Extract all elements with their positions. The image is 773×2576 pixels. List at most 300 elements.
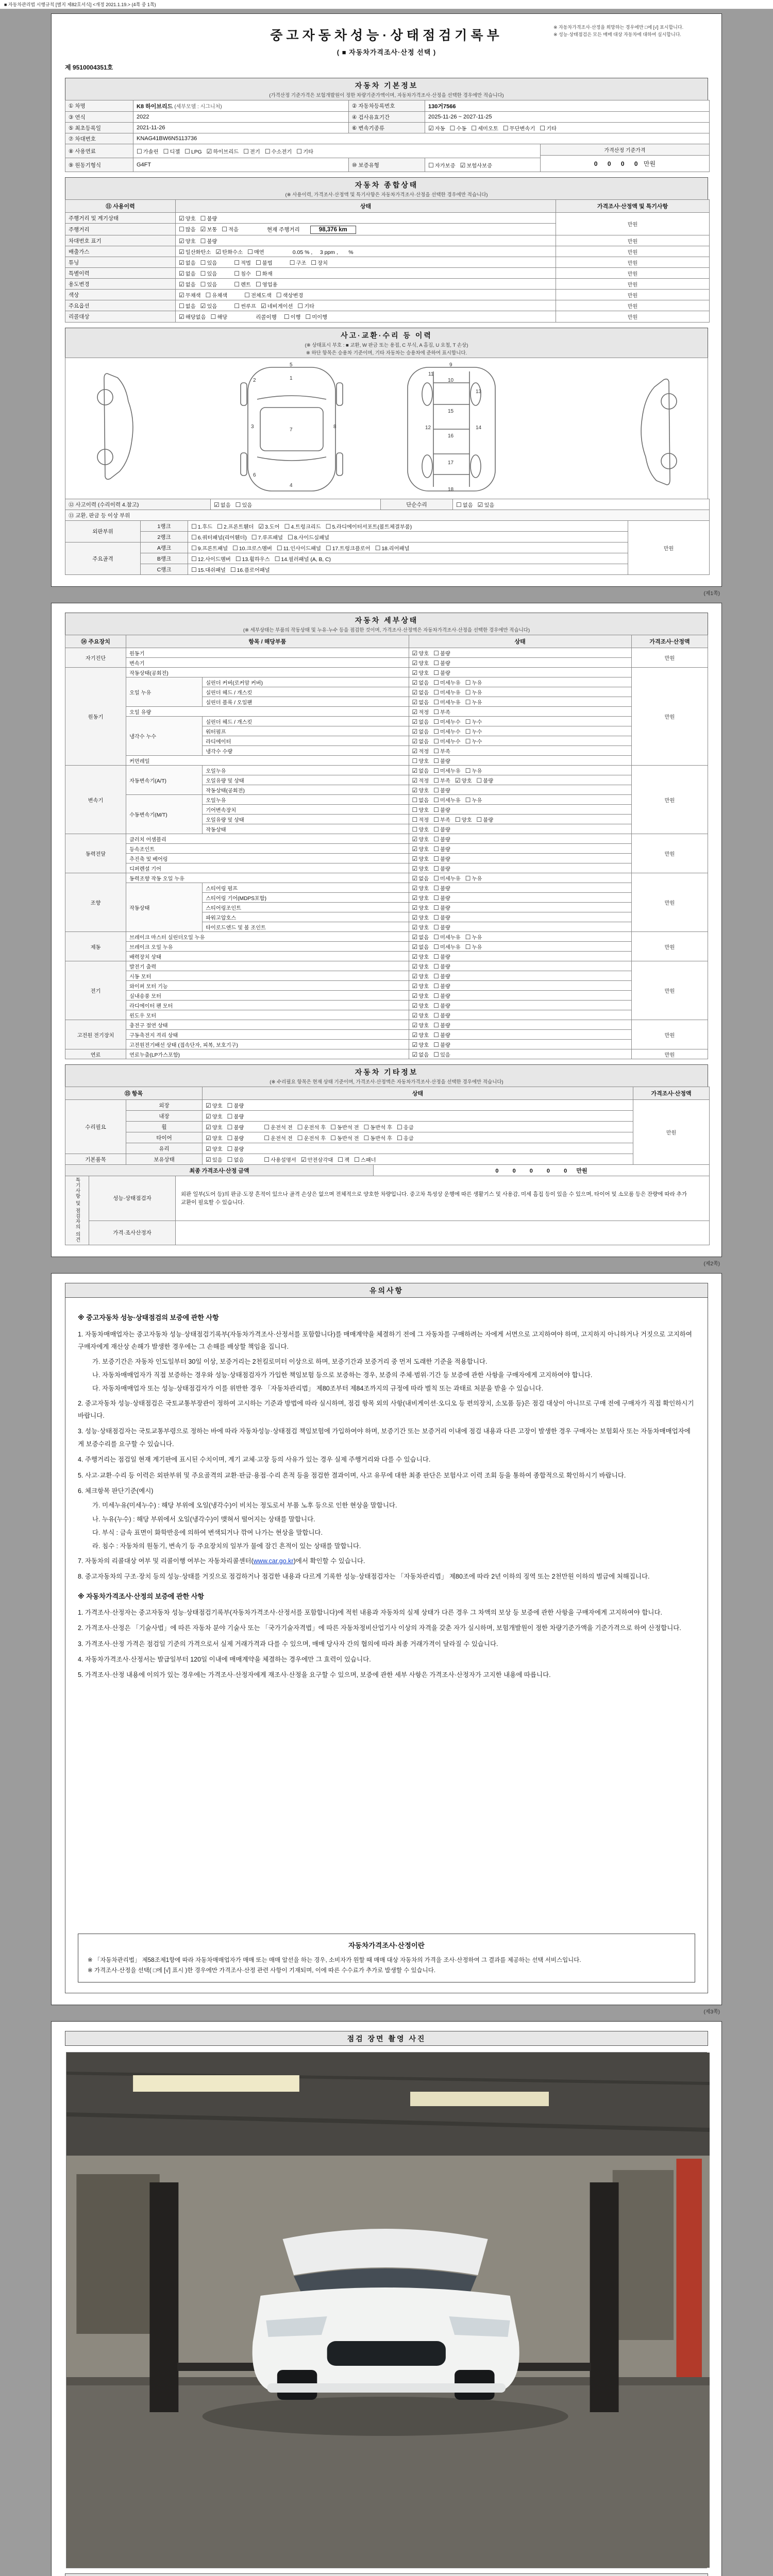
checkbox-unchecked: ☐ 불량 xyxy=(433,972,450,980)
checkbox-unchecked: ☐ 6.쿼터패널(리어휀더) xyxy=(191,533,247,541)
section-accident-title xyxy=(65,328,708,358)
checkbox-icon: ☐ xyxy=(433,953,439,960)
checkbox-icon: ☑ xyxy=(412,1050,418,1058)
checkbox-icon: ☐ xyxy=(276,291,282,299)
checkbox-unchecked: ☐ 부족 xyxy=(433,708,450,716)
checkbox-unchecked: ☐ 미세누유 xyxy=(433,688,461,696)
checkbox-icon: ☐ xyxy=(191,566,197,573)
checkbox-unchecked: ☐ 누유 xyxy=(465,943,482,951)
checkbox-unchecked: ☐ 기타 xyxy=(296,147,314,155)
checkbox-checked: ☑ 자동 xyxy=(428,124,445,132)
cell: ④ 검사유효기간 xyxy=(349,112,425,123)
detail-row-state xyxy=(409,1040,631,1049)
checkbox-icon: ☐ xyxy=(476,776,482,784)
checkbox-checked: ☑ 보험사보증 xyxy=(460,161,493,169)
notice-section xyxy=(65,1298,708,1993)
checkbox-icon: ☐ xyxy=(264,1156,270,1163)
detail-row-state xyxy=(409,932,631,942)
section-overall-title xyxy=(65,177,708,200)
checkbox-checked: ☑ 있음 xyxy=(200,302,217,310)
detail-row-state xyxy=(409,1030,631,1040)
checkbox-unchecked: ☐ 불량 xyxy=(227,1123,244,1131)
checkbox-icon: ☐ xyxy=(433,943,439,951)
cell: 고전원 전기장치 xyxy=(65,1020,126,1049)
notice-subitem: 라. 침수 : 자동차의 원동기, 변속기 등 주요장치의 일부가 물에 잠긴 흔적이 있는 상태를 말합니다. xyxy=(92,1543,361,1550)
selection-note-line1: ※ 자동차가격조사·산정을 희망하는 경우에만 □에 [√] 표시합니다. xyxy=(553,25,684,30)
cell: 만원 xyxy=(631,1020,708,1049)
checkbox-icon: ☐ xyxy=(455,816,461,823)
checkbox-checked: ☑ 없음 xyxy=(412,727,429,735)
header-cell: 상태 xyxy=(409,635,631,648)
checkbox-icon: ☐ xyxy=(465,698,471,706)
cell: 라디에이터 xyxy=(203,736,409,746)
cell: 타이로드엔드 및 볼 조인트 xyxy=(203,922,409,932)
document-title: 중고자동차성능·상태점검기록부 xyxy=(270,28,503,43)
cell: 오일누유 xyxy=(203,795,409,805)
checkbox-icon: ☑ xyxy=(412,884,418,892)
checkbox-unchecked: ☐ 16.플로어패널 xyxy=(230,566,270,573)
checkbox-icon: ☐ xyxy=(179,302,184,310)
usage-row-label: 차대번호 표기 xyxy=(65,235,176,246)
checkbox-icon: ☑ xyxy=(412,933,418,941)
checkbox-checked: ☑ 양호 xyxy=(412,962,429,970)
detail-row-state xyxy=(409,717,631,726)
notice-paragraph: 4. 주행거리는 점검일 현재 계기판에 표시된 수치이며, 계기 교체·고장 등의 사유가 있는 경우 실제 주행거리와 다를 수 있습니다. xyxy=(78,1456,431,1464)
checkbox-icon: ☐ xyxy=(227,1112,233,1120)
cell: 만원 xyxy=(556,235,710,246)
usage-row-state: ☑ 해당없음 ☐ 해당 리콜이행 ☐ 이행 ☐ 미이행 xyxy=(176,311,556,323)
checkbox-unchecked: ☐ 매연 xyxy=(247,248,264,256)
checkbox-unchecked: ☐ 자가보증 xyxy=(428,161,456,169)
vin: KNAG41BW6N5113736 xyxy=(133,133,710,144)
header-cell: ⑪ 사용이력 xyxy=(65,200,176,213)
section-basic-title xyxy=(65,78,708,100)
detail-row-state xyxy=(409,912,631,922)
cell xyxy=(188,553,628,564)
cell: 디퍼렌셜 기어 xyxy=(126,863,409,873)
checkbox-icon: ☑ xyxy=(179,259,184,266)
vehicle-diagram xyxy=(65,358,708,499)
checkbox-unchecked: ☐ 불량 xyxy=(433,1021,450,1029)
etc-info-section xyxy=(65,1087,708,1165)
checkbox-checked: ☑ 있음 xyxy=(206,1156,223,1163)
checkbox-icon: ☐ xyxy=(433,992,439,999)
checkbox-checked: ☑ 없음 xyxy=(412,718,429,725)
checkbox-icon: ☐ xyxy=(433,659,439,667)
checkbox-icon: ☐ xyxy=(433,855,439,862)
checkbox-unchecked: ☐ 미이행 xyxy=(305,313,328,320)
checkbox-icon: ☐ xyxy=(433,747,439,755)
svg-text:15: 15 xyxy=(448,409,454,414)
checkbox-icon: ☐ xyxy=(297,1134,303,1142)
section-photo-title xyxy=(65,2031,708,2046)
checkbox-unchecked: ☐ 전체도색 xyxy=(244,291,272,299)
checkbox-icon: ☐ xyxy=(235,501,241,509)
checkbox-checked: ☑ 양호 xyxy=(206,1145,223,1153)
cell: 와이퍼 모터 기능 xyxy=(126,981,409,991)
checkbox-checked: ☑ 적정 xyxy=(412,708,429,716)
checkbox-checked: ☑ 보통 xyxy=(200,225,217,233)
checkbox-icon: ☐ xyxy=(433,708,439,716)
cell: 만원 xyxy=(556,279,710,290)
checkbox-checked: ☑ 양호 xyxy=(412,669,429,676)
checkbox-checked: ☑ 없음 xyxy=(412,679,429,686)
checkbox-icon: ☐ xyxy=(179,225,184,233)
checkbox-unchecked: ☐ 없음 xyxy=(412,796,429,804)
page-mark-3: (제3쪽) xyxy=(703,2009,720,2015)
checkbox-checked: ☑ 없음 xyxy=(412,767,429,774)
checkbox-icon: ☑ xyxy=(412,962,418,970)
cell: 만원 xyxy=(631,766,708,834)
checkbox-icon: ☑ xyxy=(412,659,418,667)
notice-subitem: 다. 부식 : 금속 표면이 화학반응에 의하여 변색되거나 깎여 나가는 현상을 말합니다. xyxy=(92,1529,323,1537)
checkbox-checked: ☑ 양호 xyxy=(412,953,429,960)
cell: 만원 xyxy=(556,257,710,268)
detail-title-note: (※ 세부상태는 부품의 작동상태 및 누유·누수 등을 점검한 것이며, 가격조사·산정액은 자동차가격조사·산정을 선택한 경우에만 적습니다) xyxy=(243,628,530,633)
cell: 실린더 커버(로커암 커버) xyxy=(203,677,409,687)
checkbox-icon: ☐ xyxy=(191,544,197,552)
notice-paragraph: 1. 가격조사·산정자는 중고자동차 성능·상태점검기록부(자동차가격조사·산정서를 포함합니다)에 적힌 내용과 자동차의 실제 상태가 다른 경우 그 차액의 보상 등 보증에 관한 사항을 구매자에게 고지하여야 합니다. xyxy=(78,1608,663,1616)
notice-paragraph: 6. 체크항목 판단기준(예시) xyxy=(78,1487,154,1495)
checkbox-icon: ☐ xyxy=(433,982,439,990)
notice-subitem: 가. 미세누유(미세누수) : 해당 부위에 오일(냉각수)이 비치는 정도로서 부품 노후 등으로 인한 현상을 말합니다. xyxy=(92,1502,397,1510)
checkbox-icon: ☐ xyxy=(433,806,439,814)
checkbox-icon: ☑ xyxy=(412,855,418,862)
svg-text:6: 6 xyxy=(253,472,256,478)
selection-note xyxy=(553,24,708,39)
checkbox-icon: ☐ xyxy=(465,796,471,804)
usage-row-label: 리콜대상 xyxy=(65,311,176,323)
checkbox-checked: ☑ 양호 xyxy=(412,845,429,853)
checkbox-icon: ☐ xyxy=(540,124,546,132)
checkbox-icon: ☑ xyxy=(412,894,418,902)
checkbox-icon: ☑ xyxy=(412,1002,418,1009)
checkbox-icon: ☐ xyxy=(433,894,439,902)
checkbox-icon: ☐ xyxy=(465,679,471,686)
checkbox-icon: ☐ xyxy=(234,280,240,288)
usage-row-state: ☐ 많음 ☑ 보통 ☐ 적음 현재 주행거리 98,376 km xyxy=(176,224,556,235)
overall-title-note: (※ 사용이력, 가격조사·산정액 및 특기사항은 자동차가격조사·산정을 선택한 경우에만 적습니다) xyxy=(285,192,488,198)
checkbox-icon: ☐ xyxy=(234,259,240,266)
checkbox-icon: ☐ xyxy=(502,124,509,132)
checkbox-checked: ☑ 양호 xyxy=(412,992,429,999)
checkbox-unchecked: ☐ 누유 xyxy=(465,796,482,804)
checkbox-icon: ☐ xyxy=(465,718,471,725)
checkbox-icon: ☐ xyxy=(264,1123,270,1131)
section-notice-title xyxy=(65,1283,708,1298)
detail-row-state xyxy=(409,815,631,824)
detail-row-state xyxy=(409,736,631,746)
cell: 오일누유 xyxy=(203,766,409,775)
svg-text:12: 12 xyxy=(425,425,431,431)
checkbox-unchecked: ☐ 썬루프 xyxy=(234,302,256,310)
checkbox-icon: ☐ xyxy=(251,533,257,541)
checkbox-icon: ☑ xyxy=(412,835,418,843)
checkbox-unchecked: ☐ 불량 xyxy=(433,855,450,862)
header-cell: 상태 xyxy=(176,200,556,213)
checkbox-unchecked: ☐ 디젤 xyxy=(163,147,180,155)
checkbox-icon: ☐ xyxy=(433,1011,439,1019)
checkbox-unchecked: ☐ 불량 xyxy=(433,786,450,794)
checkbox-checked: ☑ 양호 xyxy=(412,1011,429,1019)
svg-text:5: 5 xyxy=(290,362,293,368)
checkbox-unchecked: ☐ 14.필러패널 (A, B, C) xyxy=(274,555,331,563)
checkbox-icon: ☐ xyxy=(433,796,439,804)
infobox-line: ※ 「자동차관리법」 제58조제1항에 따라 자동차매매업자가 매매 또는 매매 알선을 하는 경우, 소비자가 원할 때 매매 대상 자동차의 가격을 조사·산정하여 그 결과를 제공하는 선택 서비스입니다. xyxy=(88,1957,581,1964)
notice-title-text: 유의사항 xyxy=(369,1286,404,1295)
cell xyxy=(425,158,541,172)
svg-text:11: 11 xyxy=(428,371,434,377)
checkbox-icon: ☑ xyxy=(428,124,434,132)
cell: 파워고압호스 xyxy=(203,912,409,922)
cell: ⑦ 차대번호 xyxy=(65,133,133,144)
cell: 만원 xyxy=(631,873,708,932)
header-cell: 가격조사·산정액 및 특기사항 xyxy=(556,200,710,213)
checkbox-checked: ☑ 없음 xyxy=(412,698,429,706)
cell: B랭크 xyxy=(141,553,188,564)
detail-state-section xyxy=(65,635,708,1059)
svg-text:18: 18 xyxy=(448,487,454,493)
cell xyxy=(203,1122,633,1132)
svg-text:2: 2 xyxy=(253,378,256,383)
checkbox-unchecked: ☐ 불법 xyxy=(256,259,273,266)
checkbox-icon: ☐ xyxy=(375,544,381,552)
checkbox-unchecked: ☐ 있음 xyxy=(200,280,217,288)
checkbox-icon: ☐ xyxy=(433,786,439,794)
cell: ⑥ 변속기종류 xyxy=(349,123,425,133)
checkbox-unchecked: ☐ 수동 xyxy=(449,124,467,132)
header-cell: 항목 / 해당부품 xyxy=(126,635,409,648)
cell: 원동기 xyxy=(65,668,126,766)
checkbox-icon: ☐ xyxy=(243,147,249,155)
cell: 연료 xyxy=(65,1049,126,1059)
header-cell: 가격조사·산정액 xyxy=(633,1087,710,1100)
cell: 만원 xyxy=(631,961,708,1020)
checkbox-icon: ☐ xyxy=(305,313,311,320)
accident-title-text: 사고·교환·수리 등 이력 xyxy=(341,331,432,340)
checkbox-unchecked: ☐ 불량 xyxy=(200,214,217,222)
detail-row-state xyxy=(409,1001,631,1010)
cell: 윈도우 모터 xyxy=(126,1010,409,1020)
checkbox-checked: ☑ 없음 xyxy=(179,269,196,277)
checkbox-checked: ☑ 없음 xyxy=(412,874,429,882)
checkbox-checked: ☑ 양호 xyxy=(412,1041,429,1048)
checkbox-icon: ☐ xyxy=(433,727,439,735)
checkbox-checked: ☑ 탄화수소 xyxy=(215,248,243,256)
cell: 스티어링 기어(MDPS포함) xyxy=(203,893,409,903)
checkbox-icon: ☑ xyxy=(412,845,418,853)
detail-row-state xyxy=(409,775,631,785)
detail-title-text: 자동차 세부상태 xyxy=(355,616,418,624)
checkbox-icon: ☐ xyxy=(227,1101,233,1109)
cell: ③ 연식 xyxy=(65,112,133,123)
checkbox-icon: ☐ xyxy=(284,522,290,530)
checkbox-icon: ☐ xyxy=(210,313,216,320)
accident-history-section xyxy=(65,499,708,575)
checkbox-icon: ☐ xyxy=(222,225,228,233)
cell: 커먼레일 xyxy=(126,756,409,766)
checkbox-icon: ☑ xyxy=(206,147,212,155)
checkbox-icon: ☐ xyxy=(330,1134,336,1142)
checkbox-unchecked: ☐ 없음 xyxy=(456,501,473,509)
cell xyxy=(188,564,628,575)
checkbox-icon: ☐ xyxy=(289,259,295,266)
usage-row-label: 주행거리 및 계기상태 xyxy=(65,213,176,224)
checkbox-unchecked: ☐ 17.트렁크플로어 xyxy=(325,544,371,552)
checkbox-unchecked: ☐ 렌트 xyxy=(234,280,251,288)
checkbox-checked: ☑ 양호 xyxy=(412,884,429,892)
registration-number: 130거7566 xyxy=(425,100,710,112)
checkbox-icon: ☑ xyxy=(412,649,418,657)
usage-row-label: 배출가스 xyxy=(65,246,176,257)
checkbox-icon: ☑ xyxy=(412,688,418,696)
detail-row-state xyxy=(409,756,631,766)
checkbox-icon: ☐ xyxy=(433,904,439,911)
page-1 xyxy=(51,13,722,587)
checkbox-unchecked: ☐ 운전석 후 xyxy=(297,1134,326,1142)
checkbox-unchecked: ☐ 양호 xyxy=(412,757,429,765)
checkbox-unchecked: ☐ 불량 xyxy=(433,913,450,921)
appraiser-comment xyxy=(176,1221,710,1245)
checkbox-icon: ☐ xyxy=(227,1123,233,1131)
cell: 고전원전기배선 상태 (접속단자, 피복, 보호기구) xyxy=(126,1040,409,1049)
checkbox-icon: ☐ xyxy=(200,280,206,288)
cell xyxy=(203,1154,633,1165)
checkbox-icon: ☑ xyxy=(412,786,418,794)
accident-title-note2: ※ 하단 항목은 승용차 기준이며, 기타 자동차는 승용차에 준하여 표시합니다. xyxy=(306,350,467,356)
checkbox-icon: ☑ xyxy=(206,1123,211,1131)
svg-text:10: 10 xyxy=(448,378,454,383)
cell: A랭크 xyxy=(141,543,188,553)
checkbox-unchecked: ☐ 전기 xyxy=(243,147,260,155)
checkbox-unchecked: ☐ 불량 xyxy=(433,806,450,814)
first-registration-date: 2021-11-26 xyxy=(133,123,349,133)
checkbox-icon: ☐ xyxy=(433,767,439,774)
checkbox-icon: ☐ xyxy=(264,147,271,155)
cell: 만원 xyxy=(633,1100,710,1165)
checkbox-checked: ☑ 양호 xyxy=(412,865,429,872)
cell: 보유상태 xyxy=(126,1154,203,1165)
cell: 실내송풍 모터 xyxy=(126,991,409,1001)
detail-row-state xyxy=(409,903,631,912)
cell: 충전구 절연 상태 xyxy=(126,1020,409,1030)
checkbox-unchecked: ☐ 불량 xyxy=(433,669,450,676)
checkbox-icon: ☐ xyxy=(433,649,439,657)
checkbox-unchecked: ☐ 13.휠하우스 xyxy=(235,555,270,563)
header-cell: ⑮ 항목 xyxy=(65,1087,203,1100)
detail-row-state xyxy=(409,746,631,756)
cell: 추진축 및 베어링 xyxy=(126,854,409,863)
checkbox-icon: ☑ xyxy=(412,679,418,686)
price-appraisal-infobox xyxy=(78,1934,695,1982)
checkbox-icon: ☐ xyxy=(412,825,418,833)
cell xyxy=(203,1100,633,1111)
checkbox-unchecked: ☐ 누유 xyxy=(465,767,482,774)
usage-row-state xyxy=(176,279,556,290)
page-mark-2: (제2쪽) xyxy=(703,1261,720,1267)
checkbox-unchecked: ☐ 5.라디에이터서포트(볼트체결부품) xyxy=(325,522,412,530)
checkbox-icon: ☑ xyxy=(412,982,418,990)
opinion-side-label: 특기사항 및 점검자의 의견 xyxy=(74,1177,80,1243)
checkbox-icon: ☐ xyxy=(311,259,317,266)
checkbox-unchecked: ☐ 미세누유 xyxy=(433,767,461,774)
cell: 수동변속기(M/T) xyxy=(126,795,203,834)
basic-title-note: (가격산정 기준가격은 보험개발원이 정한 차량기준가액이며, 자동차가격조사·산정을 선택한 경우에만 적습니다) xyxy=(269,93,504,98)
car-name: K8 하이브리드 xyxy=(137,103,173,110)
checkbox-unchecked: ☐ 불량 xyxy=(433,659,450,667)
checkbox-unchecked: ☐ 잭 xyxy=(338,1156,350,1163)
checkbox-unchecked: ☐ 불량 xyxy=(433,923,450,931)
checkbox-unchecked: ☐ 없음 xyxy=(227,1156,244,1163)
section-sign-title xyxy=(65,2573,708,2576)
cell: 만원 xyxy=(631,932,708,961)
cell: 연료누출(LP가스포함) xyxy=(126,1049,409,1059)
recall-center-link[interactable]: www.car.go.kr xyxy=(253,1557,294,1565)
checkbox-checked: ☑ 양호 xyxy=(455,776,472,784)
final-price-section xyxy=(65,1164,708,1176)
checkbox-unchecked: ☐ 불량 xyxy=(433,825,450,833)
detail-row-state xyxy=(409,834,631,844)
checkbox-icon: ☐ xyxy=(433,688,439,696)
svg-text:13: 13 xyxy=(476,389,482,395)
checkbox-icon: ☑ xyxy=(412,992,418,999)
checkbox-unchecked: ☐ 누유 xyxy=(465,688,482,696)
checkbox-icon: ☑ xyxy=(206,1112,211,1120)
svg-text:8: 8 xyxy=(333,424,337,430)
checkbox-checked: ☑ 하이브리드 xyxy=(206,147,239,155)
cell: 조향 xyxy=(65,873,126,932)
checkbox-icon: ☐ xyxy=(234,302,240,310)
usage-row-label: 주요옵션 xyxy=(65,300,176,311)
cell: 외장 xyxy=(126,1100,203,1111)
checkbox-icon: ☑ xyxy=(179,280,184,288)
checkbox-icon: ☐ xyxy=(433,933,439,941)
cell: 휠 xyxy=(126,1122,203,1132)
checkbox-icon: ☐ xyxy=(163,147,169,155)
checkbox-unchecked: ☐ 사용설명서 xyxy=(264,1156,296,1163)
checkbox-icon: ☐ xyxy=(200,259,206,266)
checkbox-unchecked: ☐ 동반석 전 xyxy=(330,1134,359,1142)
checkbox-unchecked: ☐ 불량 xyxy=(433,1041,450,1048)
checkbox-icon: ☑ xyxy=(214,501,220,509)
checkbox-icon: ☑ xyxy=(412,747,418,755)
checkbox-icon: ☐ xyxy=(297,1123,303,1131)
cell: 타이어 xyxy=(126,1132,203,1143)
cell: K8 하이브리드 (세부모델 : 시그니처) xyxy=(133,100,349,112)
checkbox-unchecked: ☐ 색상변경 xyxy=(276,291,304,299)
checkbox-checked: ☑ 양호 xyxy=(206,1112,223,1120)
checkbox-unchecked: ☐ 있음 xyxy=(235,501,253,509)
cell: ⑤ 최초등록일 xyxy=(65,123,133,133)
checkbox-icon: ☑ xyxy=(412,923,418,931)
checkbox-unchecked: ☐ 미세누수 xyxy=(433,737,461,745)
cell: 만원 xyxy=(631,648,708,668)
checkbox-checked: ☑ 양호 xyxy=(412,1002,429,1009)
cell: 만원 xyxy=(556,268,710,279)
cell: 실린더 헤드 / 개스킷 xyxy=(203,717,409,726)
final-price-table xyxy=(65,1164,710,1176)
inspection-photo xyxy=(66,2052,707,2568)
checkbox-unchecked: ☐ 미세누유 xyxy=(433,796,461,804)
checkbox-icon: ☐ xyxy=(465,933,471,941)
notice-paragraph: 2. 중고자동차 성능·상태점검은 국토교통부장관이 정하여 고시하는 기준과 방법에 따라 실시하며, 점검 항목 외의 사항(내비게이션·오디오 등 편의장치, 소모품 등)은 점검 대상이 아니므로 구매 전에 구매자가 직접 확인하시기 바랍니다. xyxy=(78,1399,694,1420)
etc-info-table xyxy=(65,1087,710,1165)
checkbox-unchecked: ☐ 기타 xyxy=(297,302,315,310)
cell xyxy=(188,543,628,553)
cell: 시동 모터 xyxy=(126,971,409,981)
checkbox-icon: ☐ xyxy=(433,913,439,921)
overall-state-table xyxy=(65,199,710,323)
